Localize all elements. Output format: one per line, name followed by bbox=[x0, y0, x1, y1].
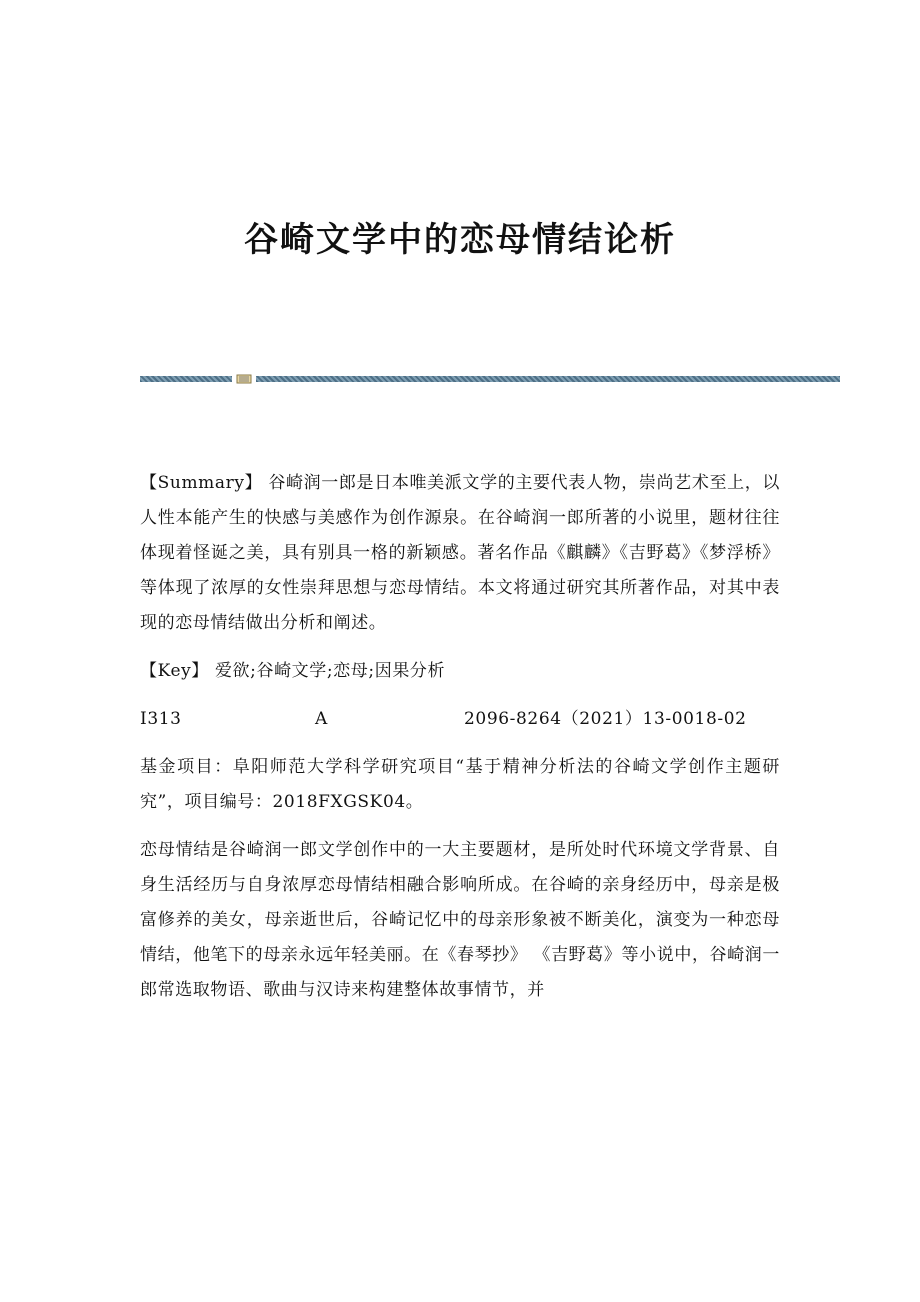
keywords-label: 【Key】 bbox=[140, 661, 209, 681]
summary-label: 【Summary】 bbox=[140, 473, 263, 493]
document-code: A bbox=[315, 709, 328, 729]
keywords-text: 爱欲;谷崎文学;恋母;因果分析 bbox=[214, 661, 446, 681]
body-paragraph: 恋母情结是谷崎润一郎文学创作中的一大主要题材，是所处时代环境文学背景、自身生活经历与自身浓厚恋母情结相融合影响所成。在谷崎的亲身经历中，母亲是极富修养的美女，母亲逝世后，谷崎记忆中的母亲形象被不断美化，演变为一种恋母情结，他笔下的母亲永远年轻美丽。在《春琴抄》 《吉野葛》等小说中，谷崎润一郎常选取物语、歌曲与汉诗来构建整体故事情节，并 bbox=[140, 840, 780, 1000]
divider-bar-left bbox=[140, 376, 232, 382]
keywords-paragraph bbox=[140, 654, 780, 689]
document-content bbox=[140, 466, 780, 1021]
document-title: 谷崎文学中的恋母情结论析 bbox=[244, 220, 676, 260]
summary-paragraph bbox=[140, 466, 780, 641]
divider-bar-right bbox=[256, 376, 840, 382]
classification-number: I313 bbox=[140, 709, 182, 729]
summary-text: 谷崎润一郎是日本唯美派文学的主要代表人物，崇尚艺术至上，以人性本能产生的快感与美感作为创作源泉。在谷崎润一郎所著的小说里，题材往往体现着怪诞之美，具有别具一格的新颖感。著名作品《麒麟》《吉野葛》《梦浮桥》等体现了浓厚的女性崇拜思想与恋母情结。本文将通过研究其所著作品，对其中表现的恋母情结做出分析和阐述。 bbox=[140, 473, 780, 633]
fund-paragraph: 基金项目：阜阳师范大学科学研究项目“基于精神分析法的谷崎文学创作主题研究”，项目编号：2018FXGSK04。 bbox=[140, 757, 780, 812]
article-number: 2096-8264（2021）13-0018-02 bbox=[464, 709, 747, 729]
classification-codes bbox=[140, 702, 780, 737]
divider-ornament-icon bbox=[236, 374, 252, 384]
title-divider bbox=[140, 374, 840, 384]
